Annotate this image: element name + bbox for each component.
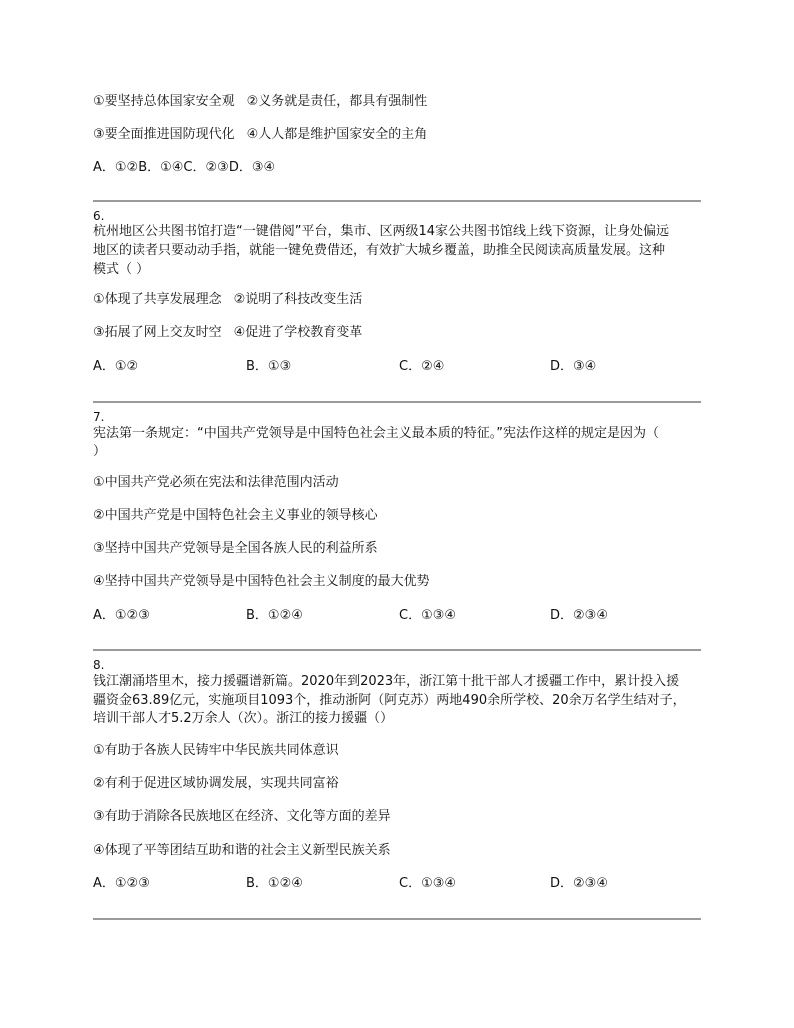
q5-statement-3: ③要全面推进国防现代化 (93, 127, 235, 142)
q5-statement-2: ②义务就是责任，都具有强制性 (246, 94, 428, 109)
q8-choice-c[interactable]: C．①③④ (399, 876, 457, 891)
q6-choice-b[interactable]: B．①③ (246, 359, 292, 374)
q7-choice-b[interactable]: B．①②④ (246, 608, 303, 623)
q6-choice-c[interactable]: C．②④ (399, 359, 445, 374)
q8-statement-4: ④体现了平等团结互助和谐的社会主义新型民族关系 (93, 843, 391, 858)
q6-choice-a[interactable]: A．①② (93, 359, 139, 374)
question-divider (93, 918, 701, 920)
q6-stem-line3: 模式（ ） (93, 262, 150, 277)
q7-statement-3: ③坚持中国共产党领导是全国各族人民的利益所系 (93, 541, 378, 556)
q6-statements-row1 (93, 292, 362, 308)
q6-statements-row2 (93, 325, 362, 341)
q6-statement-2: ②说明了科技改变生活 (233, 292, 363, 307)
q7-choice-c[interactable]: C．①③④ (399, 608, 457, 623)
q6-statement-4: ④促进了学校教育变革 (233, 325, 363, 340)
q8-choice-b[interactable]: B．①②④ (246, 876, 303, 891)
q6-stem-line2: 地区的读者只要动动手指，就能一键免费借还，有效扩大城乡覆盖，助推全民阅读高质量发展。这种 (93, 243, 666, 258)
q5-statement-4: ④人人都是维护国家安全的主角 (246, 127, 428, 142)
question-divider (93, 649, 701, 651)
q6-statement-3: ③拓展了网上交友时空 (93, 325, 222, 340)
q8-number: 8. (93, 658, 105, 672)
q7-choice-d[interactable]: D．②③④ (550, 608, 608, 623)
question-divider (93, 401, 701, 403)
q5-statements-row1 (93, 94, 427, 110)
q7-statement-4: ④坚持中国共产党领导是中国特色社会主义制度的最大优势 (93, 574, 430, 589)
q7-statement-1: ①中国共产党必须在宪法和法律范围内活动 (93, 475, 339, 490)
q8-choice-d[interactable]: D．②③④ (550, 876, 608, 891)
q7-number: 7. (93, 410, 105, 424)
q5-statement-1: ①要坚持总体国家安全观 (93, 94, 235, 109)
q8-stem-line3: 培训干部人才5.2万余人（次）。浙江的接力援疆（） (93, 711, 394, 726)
q8-statement-3: ③有助于消除各民族地区在经济、文化等方面的差异 (93, 809, 391, 824)
q8-stem-line1: 钱江潮涌塔里木，接力援疆谱新篇。2020年到2023年，浙江第十批干部人才援疆工作中，累计投入援 (93, 674, 680, 689)
q7-statement-2: ②中国共产党是中国特色社会主义事业的领导核心 (93, 508, 378, 523)
q5-statements-row2 (93, 127, 427, 143)
q8-statement-2: ②有利于促进区域协调发展，实现共同富裕 (93, 776, 339, 791)
q6-number: 6. (93, 209, 105, 223)
q8-stem-line2: 疆资金63.89亿元，实施项目1093个，推动浙阿（阿克苏）两地490余所学校、20余万名学生结对子， (93, 693, 686, 708)
q7-stem-line2: ） (93, 444, 107, 459)
q8-choice-a[interactable]: A．①②③ (93, 876, 150, 891)
q6-statement-1: ①体现了共享发展理念 (93, 292, 222, 307)
q8-statement-1: ①有助于各族人民铸牢中华民族共同体意识 (93, 743, 339, 758)
q6-choice-d[interactable]: D．③④ (550, 359, 597, 374)
q7-stem-line1: 宪法第一条规定：“中国共产党领导是中国特色社会主义最本质的特征。”宪法作这样的规定是因为（ (93, 426, 659, 441)
q5-choices[interactable]: A．①②B．①④C．②③D．③④ (93, 160, 276, 175)
q6-stem-line1: 杭州地区公共图书馆打造“一键借阅”平台，集市、区两级14家公共图书馆线上线下资源，让身处偏远 (93, 224, 670, 239)
question-divider (93, 200, 701, 202)
q7-choice-a[interactable]: A．①②③ (93, 608, 150, 623)
